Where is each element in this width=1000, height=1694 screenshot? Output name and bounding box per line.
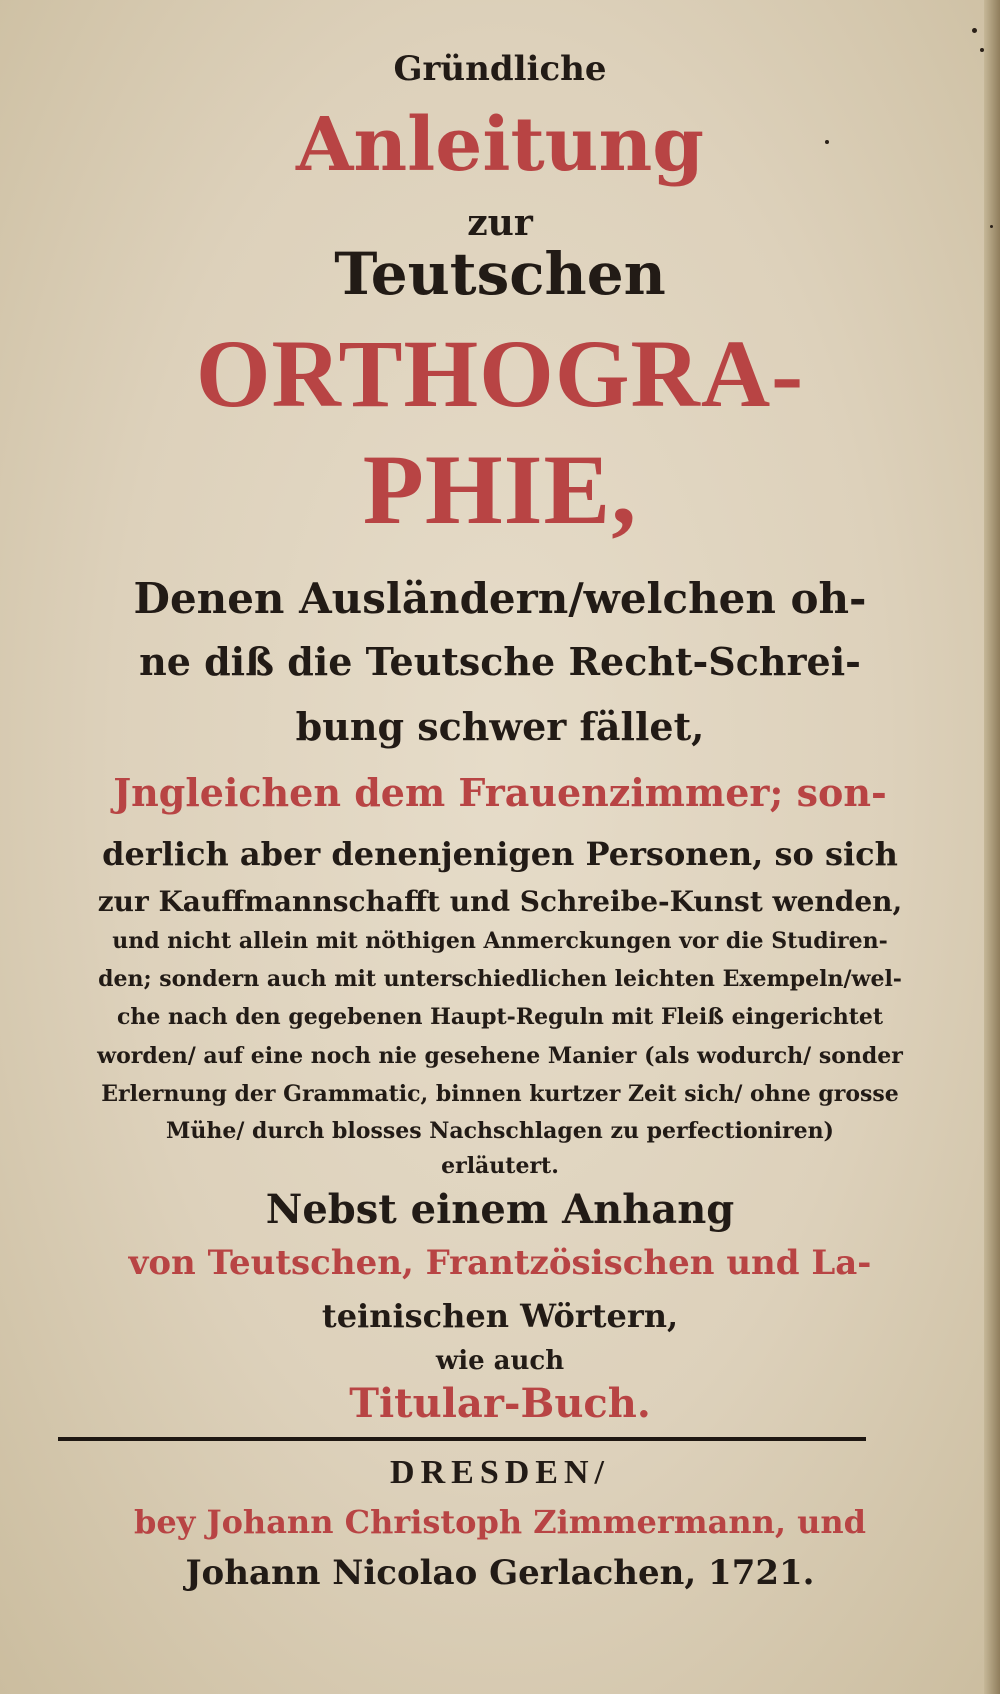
- ink-speck: [990, 225, 993, 228]
- title-line-5: ORTHOGRA-: [195, 320, 805, 427]
- title-line-19: erläutert.: [441, 1153, 559, 1179]
- title-line-9: bung schwer fället,: [295, 704, 705, 749]
- title-line-18: Mühe/ durch blosses Nachschlagen zu perfectioniren): [166, 1118, 834, 1144]
- title-line-6: PHIE,: [362, 434, 638, 545]
- title-line-13: und nicht allein mit nöthigen Anmerckungen vor die Studiren-: [112, 928, 888, 954]
- title-line-20: Nebst einem Anhang: [265, 1186, 735, 1233]
- title-line-8: ne diß die Teutsche Recht-Schrei-: [139, 639, 861, 684]
- title-line-11: derlich aber denenjenigen Personen, so sich: [102, 835, 898, 873]
- title-line-10: Jngleichen dem Frauenzimmer; son-: [113, 770, 887, 815]
- ink-speck: [825, 140, 829, 144]
- title-line-23: wie auch: [435, 1346, 565, 1376]
- title-line-1: Gründliche: [393, 49, 607, 89]
- title-line-16: worden/ auf eine noch nie gesehene Manier (als wodurch/ sonder: [97, 1043, 903, 1069]
- title-line-15: che nach den gegebenen Haupt-Reguln mit Fleiß eingerichtet: [116, 1004, 884, 1030]
- imprint-place: DRESDEN/: [390, 1454, 610, 1491]
- ink-speck: [972, 28, 977, 33]
- title-line-24: Titular-Buch.: [349, 1380, 651, 1427]
- imprint-publisher-1: bey Johann Christoph Zimmermann, und: [133, 1503, 867, 1541]
- title-line-2: Anleitung: [295, 102, 705, 188]
- title-line-17: Erlernung der Grammatic, binnen kurtzer Zeit sich/ ohne grosse: [101, 1081, 899, 1107]
- title-line-12: zur Kauffmannschafft und Schreibe-Kunst wenden,: [97, 885, 903, 918]
- title-line-22: teinischen Wörtern,: [321, 1297, 679, 1335]
- imprint-publisher-2: Johann Nicolao Gerlachen, 1721.: [185, 1553, 815, 1593]
- title-line-7: Denen Ausländern/welchen oh-: [133, 574, 867, 623]
- title-line-21: von Teutschen, Frantzösischen und La-: [128, 1243, 872, 1283]
- divider-rule: [58, 1437, 866, 1441]
- title-line-4: Teutschen: [334, 240, 666, 308]
- title-line-3: zur: [467, 202, 533, 244]
- ink-speck: [980, 48, 984, 52]
- title-line-14: den; sondern auch mit unterschiedlichen leichten Exempeln/wel-: [98, 966, 902, 992]
